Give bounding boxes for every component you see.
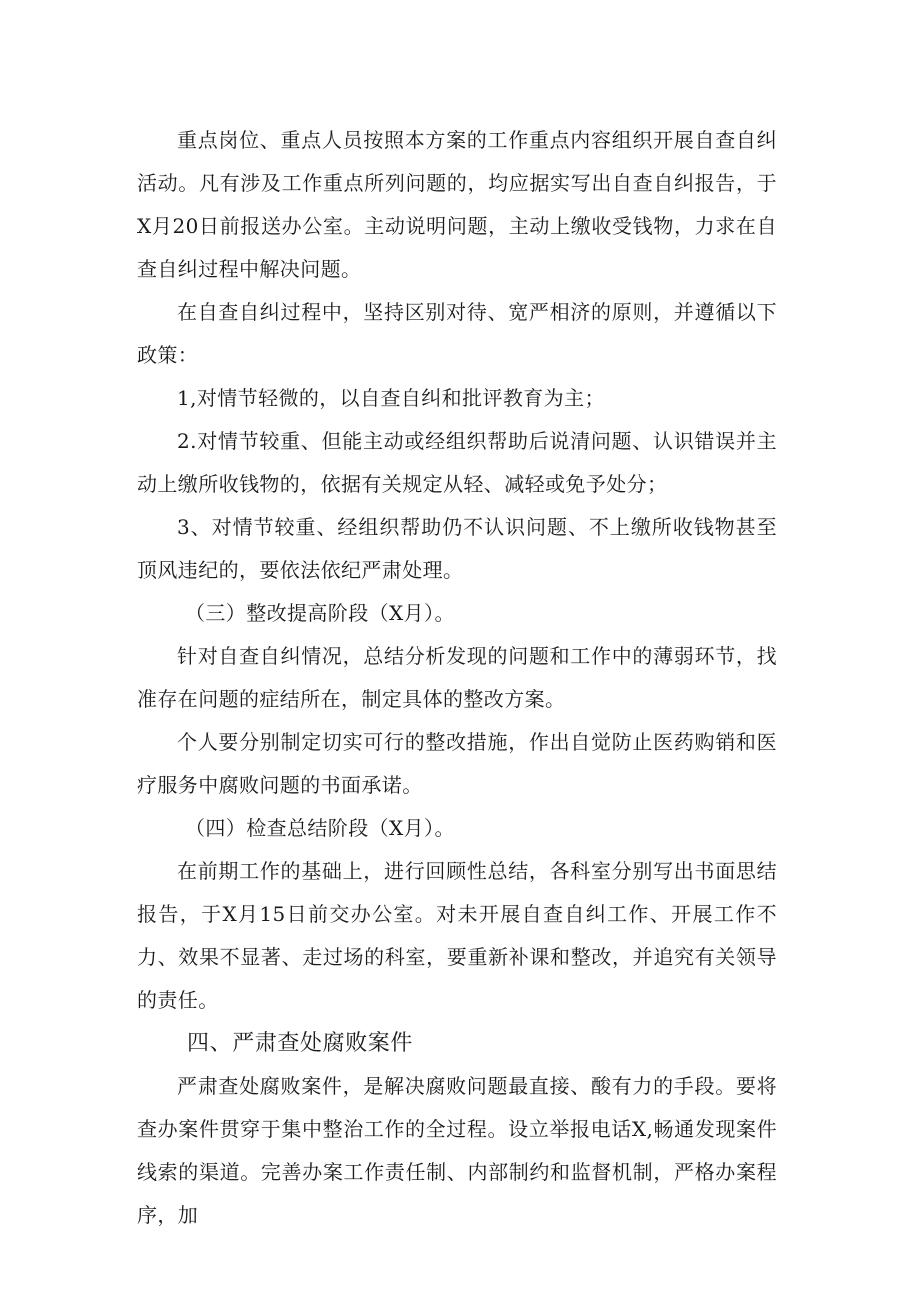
paragraph-corruption-cases: 严肃查处腐败案件，是解决腐败问题最直接、酸有力的手段。要将查办案件贯穿于集中整治工作的全过程。设立举报电话X,畅通发现案件线索的渠道。完善办案工作责任制、内部制约和监督机制，严格办案程序，加 [137, 1074, 777, 1227]
list-item-serious-cooperative: 2.对情节较重、但能主动或经组织帮助后说清问题、认识错误并主动上缴所收钱物的，依据有关规定从轻、减轻或免予处分； [137, 429, 777, 496]
heading-stage-review: （四）检查总结阶段（X月）。 [185, 816, 455, 840]
paragraph-policy-intro: 在自查自纠过程中，坚持区别对待、宽严相济的原则，并遵循以下政策： [137, 300, 777, 367]
paragraph-rectification-analysis: 针对自查自纠情况，总结分析发现的问题和工作中的薄弱环节，找准存在问题的症结所在，制定具体的整改方案。 [137, 644, 777, 711]
paragraph-review-summary: 在前期工作的基础上，进行回顾性总结，各科室分别写出书面思结报告，于X月15日前交办公室。对未开展自查自纠工作、开展工作不力、效果不显著、走过场的科室，要重新补课和整改，并追究有关领导的责任。 [137, 859, 777, 1012]
paragraph-self-inspection: 重点岗位、重点人员按照本方案的工作重点内容组织开展自查自纠活动。凡有涉及工作重点所列问题的，均应据实写出自查自纠报告，于X月20日前报送办公室。主动说明问题，主动上缴收受钱物，力求在自查自纠过程中解决问题。 [137, 128, 777, 281]
list-item-serious-uncooperative: 3、对情节较重、经组织帮助仍不认识问题、不上缴所收钱物甚至顶风违纪的，要依法依纪严肃处理。 [137, 515, 777, 582]
section-heading-corruption-cases: 四、严肃查处腐败案件 [187, 1031, 414, 1056]
heading-stage-rectification: （三）整改提高阶段（X月）。 [185, 601, 455, 625]
document-body [137, 119, 777, 1237]
paragraph-personal-measures: 个人要分别制定切实可行的整改措施，作出自觉防止医药购销和医疗服务中腐败问题的书面承诺。 [137, 730, 777, 797]
list-item-minor-cases: 1,对情节轻微的，以自查自纠和批评教育为主； [177, 386, 605, 410]
